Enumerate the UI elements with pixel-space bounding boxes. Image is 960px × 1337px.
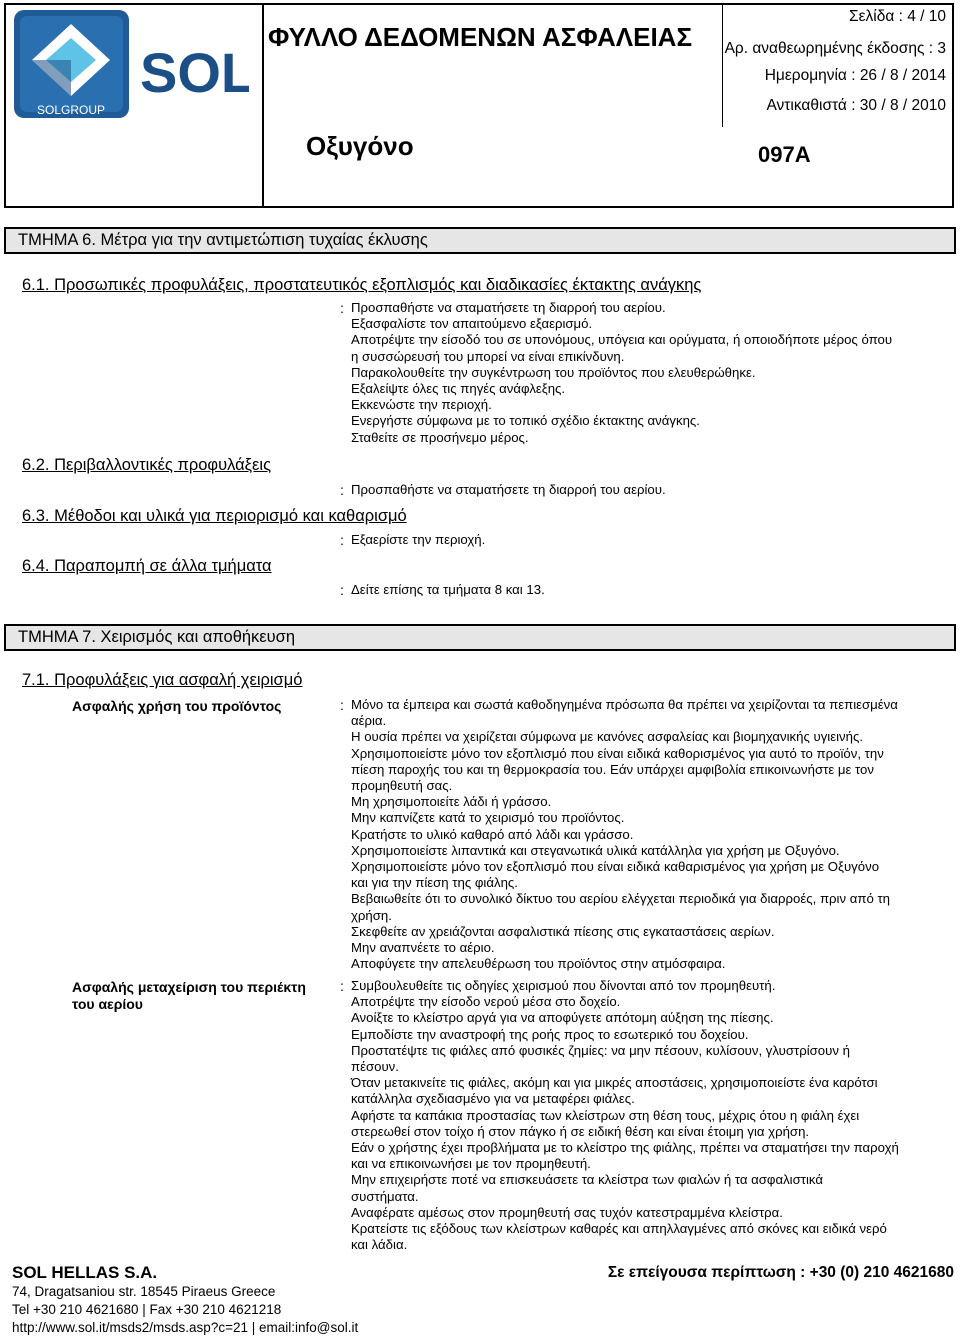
safe-container-label — [72, 979, 306, 1013]
footer-emergency-phone: Σε επείγουσα περίπτωση : +30 (0) 210 4621680 — [607, 1264, 954, 1281]
footer-phone: Tel +30 210 4621680 | Fax +30 210 4621218 — [12, 1302, 282, 1317]
text-line: Αφήστε τα καπάκια προστασίας των κλείστρων στη θέση τους, μέχρις ότου η φιάλη έχει — [351, 1107, 860, 1123]
text-line: Σκεφθείτε αν χρειάζονται ασφαλιστικά πίεσης στις εγκαταστάσεις αερίων. — [351, 923, 775, 939]
text-line: πίεση παροχής του και τη θερμοκρασία του. Εάν υπάρχει αμφιβολία επικοινωνήστε με τον — [351, 761, 874, 777]
text-line: Εκκενώστε την περιοχή. — [351, 397, 492, 413]
colon: : — [340, 482, 344, 498]
section-6-3-heading: 6.3. Μέθοδοι και υλικά για περιορισμό και καθαρισμό — [22, 507, 407, 525]
text-line: Προσπαθήστε να σταματήσετε τη διαρροή του αερίου. — [351, 482, 666, 497]
safe-use-label: Ασφαλής χρήση του προϊόντος — [72, 698, 282, 714]
product-name: Οξυγόνο — [306, 131, 414, 161]
safe-container-text — [351, 978, 951, 1253]
text-line: Αποφύγετε την απελευθέρωση του προϊόντος στην ατμόσφαιρα. — [351, 956, 726, 972]
page-number: Σελίδα : 4 / 10 — [849, 8, 946, 25]
text-line: Η ουσία πρέπει να χειρίζεται σύμφωνα με κανόνες ασφαλείας και βιομηχανικής υγιεινής. — [351, 729, 863, 745]
section-6-title: ΤΜΗΜΑ 6. Μέτρα για την αντιμετώπιση τυχαίας έκλυσης — [4, 227, 956, 254]
section-7-1-heading: 7.1. Προφυλάξεις για ασφαλή χειρισμό — [22, 671, 303, 689]
section-6-3-text — [351, 532, 951, 548]
sheet-title: ΦΥΛΛΟ ΔΕΔΟΜΕΝΩΝ ΑΣΦΑΛΕΙΑΣ — [268, 22, 693, 52]
text-line: Αναφέρατε αμέσως στον προμηθευτή σας τυχόν κατεστραμμένα κλείστρα. — [351, 1204, 783, 1220]
text-line: χρήση. — [351, 907, 392, 923]
text-line: και λάδια. — [351, 1237, 408, 1253]
section-6-2-text — [351, 482, 951, 498]
logo-text: SOL — [140, 41, 249, 104]
header-divider-right — [722, 5, 723, 127]
text-line: αέρια. — [351, 713, 387, 729]
text-line: Εξαερίστε την περιοχή. — [351, 532, 486, 547]
sol-logo — [14, 10, 249, 125]
section-7-title: ΤΜΗΜΑ 7. Χειρισμός και αποθήκευση — [4, 624, 956, 651]
text-line: συστήματα. — [351, 1188, 419, 1204]
text-line: Μόνο τα έμπειρα και σωστά καθοδηγημένα πρόσωπα θα πρέπει να χειρίζονται τα πεπιεσμένα — [351, 697, 898, 712]
text-line: Αποτρέψτε την είσοδο νερού μέσα στο δοχείο. — [351, 994, 621, 1010]
text-line: Δείτε επίσης τα τμήματα 8 και 13. — [351, 582, 545, 597]
colon: : — [340, 300, 344, 316]
footer-address: 74, Dragatsaniou str. 18545 Piraeus Greece — [12, 1284, 276, 1299]
text-line: προμηθευτή σας. — [351, 778, 453, 794]
text-line: Χρησιμοποιείστε μόνο τον εξοπλισμό που είναι ειδικά καθορισμένος για αυτό το προϊόν, την — [351, 745, 884, 761]
safe-container-label-line: του αερίου — [72, 996, 143, 1012]
revision-number: Αρ. αναθεωρημένης έκδοσης : 3 — [724, 40, 946, 57]
text-line: Εξαλείψτε όλες τις πηγές ανάφλεξης. — [351, 381, 566, 397]
text-line: Σταθείτε σε προσήνεμο μέρος. — [351, 429, 529, 445]
text-line: κατάλληλα σχεδιασμένο για να μεταφέρει φιάλες. — [351, 1091, 635, 1107]
text-line: και για την πίεση της φιάλης. — [351, 875, 518, 891]
text-line: Προστατέψτε τις φιάλες από φυσικές ζημίες: να μην πέσουν, κυλίσουν, γλυστρίσουν ή — [351, 1042, 850, 1058]
text-line: Μην αναπνέετε το αέριο. — [351, 940, 495, 956]
colon: : — [340, 582, 344, 598]
text-line: Κρατήστε το υλικό καθαρό από λάδι και γράσσο. — [351, 826, 634, 842]
text-line: Εμποδίστε την αναστροφή της ροής προς το εσωτερικό του δοχείου. — [351, 1026, 749, 1042]
text-line: Όταν μετακινείτε τις φιάλες, ακόμη και για μικρές αποστάσεις, χρησιμοποιείστε ένα καρότσι — [351, 1075, 878, 1091]
supersedes-date: Αντικαθιστά : 30 / 8 / 2010 — [766, 97, 946, 114]
colon: : — [340, 978, 344, 994]
colon: : — [340, 532, 344, 548]
section-6-1-heading: 6.1. Προσωπικές προφυλάξεις, προστατευτικός εξοπλισμός και διαδικασίες έκτακτης ανάγκης — [22, 276, 702, 294]
safe-use-text — [351, 697, 951, 972]
text-line: Εάν ο χρήστης έχει προβλήματα με το κλείστρο της φιάλης, πρέπει να σταματήσει την παροχή — [351, 1140, 899, 1156]
text-line: η συσσώρευσή του μπορεί να είναι επικίνδυνη. — [351, 348, 625, 364]
text-line: Μην καπνίζετε κατά το χειρισμό του προϊόντος. — [351, 810, 625, 826]
text-line: Βεβαιωθείτε ότι το συνολικό δίκτυο του αερίου ελέγχεται περιοδικά για διαρροές, πριν από τη — [351, 891, 890, 907]
text-line: Χρησιμοποιείστε λιπαντικά και στεγανωτικά υλικά κατάλληλα για χρήση με Οξυγόνο. — [351, 842, 840, 858]
text-line: Ενεργήστε σύμφωνα με το τοπικό σχέδιο έκτακτης ανάγκης. — [351, 413, 700, 429]
footer-company: SOL HELLAS S.A. — [12, 1263, 158, 1282]
colon: : — [340, 697, 344, 713]
section-6-4-heading: 6.4. Παραπομπή σε άλλα τμήματα — [22, 557, 272, 575]
text-line: Κρατείστε τις εξόδους των κλείστρων καθαρές και απηλλαγμένες από σκόνες και ειδικά νερό — [351, 1221, 887, 1237]
section-6-1-text — [351, 300, 951, 446]
text-line: Μη χρησιμοποιείτε λάδι ή γράσσο. — [351, 794, 552, 810]
product-code: 097A — [758, 142, 811, 167]
text-line: Αποτρέψτε την είσοδό του σε υπονόμους, υπόγεια και ορύγματα, ή οποιοδήποτε μέρος όπου — [351, 332, 893, 348]
text-line: στερεωθεί στον τοίχο ή στον πάγκο ή σε ειδική θέση και είναι έτοιμη για χρήση. — [351, 1123, 810, 1139]
footer-web-link[interactable]: http://www.sol.it/msds2/msds.asp?c=21 | email:info@sol.it — [12, 1320, 359, 1335]
text-line: πέσουν. — [351, 1059, 399, 1075]
text-line: Χρησιμοποιείστε μόνο τον εξοπλισμό που είναι ειδικά καθαρισμένος για χρήση με Οξυγόνο — [351, 859, 880, 875]
logo-subtext: SOLGROUP — [36, 103, 106, 117]
section-6-2-heading: 6.2. Περιβαλλοντικές προφυλάξεις — [22, 456, 272, 474]
text-line: Μην επιχειρήστε ποτέ να επισκευάσετε τα κλείστρα των φιαλών ή τα ασφαλιστικά — [351, 1172, 823, 1188]
text-line: και να επικοινωνήσει με τον προμηθευτή. — [351, 1156, 591, 1172]
revision-date: Ημερομηνία : 26 / 8 / 2014 — [764, 67, 946, 84]
text-line: Συμβουλευθείτε τις οδηγίες χειρισμού που δίνονται από τον προμηθευτή. — [351, 978, 776, 993]
section-6-4-text — [351, 582, 951, 598]
text-line: Προσπαθήστε να σταματήσετε τη διαρροή του αερίου. — [351, 300, 666, 315]
safe-container-label-line: Ασφαλής μεταχείριση του περιέκτη — [72, 979, 306, 995]
text-line: Ανοίξτε το κλείστρο αργά για να αποφύγετε απότομη αύξηση της πίεσης. — [351, 1010, 774, 1026]
text-line: Παρακολουθείτε την συγκέντρωση του προϊόντος που ελευθερώθηκε. — [351, 364, 756, 380]
header-divider — [262, 5, 264, 206]
text-line: Εξασφαλίστε τον απαιτούμενο εξαερισμό. — [351, 316, 593, 332]
